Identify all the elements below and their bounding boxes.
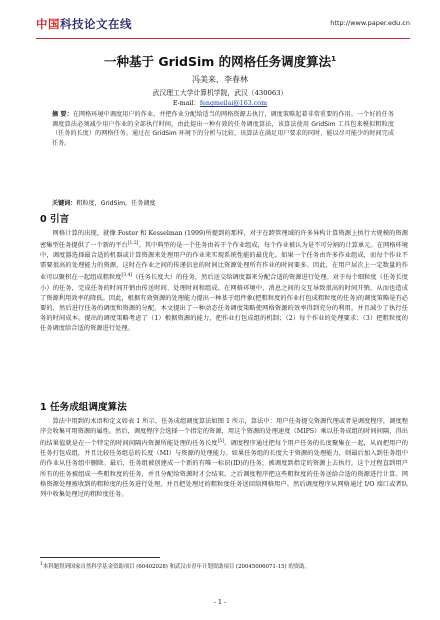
footnote (40, 561, 408, 571)
keywords-text: 粗粒度，GridSim，任务调度 (76, 200, 156, 207)
logo-prefix: 中国 (36, 17, 60, 31)
footnote-text: 本科题得到国家自然科学基金资助项目 (60402028) 和武汉市青年计划资助项目 (20045006071-15) 的资助。 (42, 563, 310, 570)
citation-5[interactable]: [5] (217, 439, 225, 445)
footnote-mark: 1 (40, 562, 43, 567)
intro-text-part1: 网格计算的出现，就像 Foster 和 Kesselman (1999)所提到的那样，对于在跨管理域的许多异构计算资源上执行大规模的资源密集型任务提供了一个新的平台 (40, 230, 408, 250)
keywords (52, 198, 394, 207)
algo-text-part2: 。调度程序通过把每个用户任务的长度聚集在一起，从而把用户的任务打包成组，并且比较任务组总的长度（MI）与资源的处理能力。如果任务组的长度大于资源的处理能力，则最后加入到任务组中的作业从任务组中删除。最后，任务组被创建成一个新的有唯一标识(ID)的任务，被调度到指定的资源上去执行。这个过程直到用户所有的任务被组成一些粗粒度的任务，并且分配给资源时才会结束。之后调度程序把这些粗粒度的任务送给合适的资源进行计算。网格资源处理被收到的粗粒度的任务进行处理，并且把处理过的粗粒度任务送回给网格用户。然后调度程序从网格通过 I/O 端口或者队列中收集处理过的粗粒度任务。 (40, 440, 408, 498)
introduction-paragraph (40, 229, 408, 334)
footnote-divider (40, 557, 160, 558)
citation-3-4[interactable]: [3,4] (121, 273, 133, 279)
site-url[interactable]: http://www.paper.edu.cn (330, 19, 410, 27)
algo-text-part1: 算法中用到的术语和定义如表 1 所示，任务成组调度算法如图 1 所示，算法中：用户任务提交资源代理或者是调度程序，调度程序会收集可用资源的属性。然后，调度程序会选择一个指定的资源，用这个资源的处理速度（MIPS）乘以任务成组的时间间隔，得出的结果值就是在一个特定的时间间隔内资源所能处理的任务长度 (40, 418, 408, 448)
affiliation: 武汉理工大学计算机学院，武汉（430063） (152, 89, 288, 97)
keywords-label: 关键词： (52, 200, 77, 207)
intro-text-part2: 。其中典型的是一个任务由若干个作业组成，每个作业被认为是不可分割的计算单元。在网格环境中，调度器选择最合适的机器或计算资源来处理用户的作业来实现系统性能的最优化。如果一个任务由许多作业组成，而每个作业不需要很高的处理能力的资源，这时在作业之间的传递信息的时间比资源处理所有作业的时间要多。因此，在用户层次上一定数量的作业可以聚积在一起组成粗粒度 (40, 242, 408, 282)
site-logo (36, 16, 132, 32)
intro-text-part3: （任务长度大）的任务，然后送交给调度器来分配合适的资源进行处理。对于每个细粒度（任务长度小）的任务，完成任务的时间开销由传送时间、处理时间和组成。在网格环境中，消息之间的交互导致很高的时间开销，从而也造成了资源利用效率的降低。因此，根据有效资源的处理能力提出一种基于组件象(把粗粒度的作业打包成粗粒度的任务)的调度策略是有必要的，然后进行任务的调度和资源的分配。本文提出了一种动态任务调度策略使网格资源的效率得到充分的利用，并且减少了执行任务的时间成本。提出的调度策略考虑了（1）根据资源的能力，把作业打包成组的机制；（2）每个作业的处理要求；（3）把粗粒度的任务调度给合适的资源进行处理。 (40, 274, 409, 332)
email-label: E-mail： (172, 100, 200, 107)
header-divider (36, 38, 410, 39)
citation-1-2[interactable]: [1,2] (127, 241, 139, 247)
authors: 冯美来，李春林 (192, 75, 248, 84)
abstract (52, 110, 394, 148)
email-line (0, 98, 440, 107)
logo-main: 科技论文在线 (60, 17, 132, 31)
abstract-text: 在网格环境中调度用户的作业，并把作业分配给适当的网格资源去执行，调度策略起着非常重要的作用。一个好的任务调度算法必须减少用户作业的全部执行时间，由此提出一种有效的任务调度算法，该算法使用 GridSim 工具包来模拟粗粒度（任务的长度）的网格任务。通过在 GridSim 环境下的分析与比较，该算法在满足用户要求的同时，能以尽可能少的时间完成任务。 (52, 111, 394, 147)
email-link[interactable]: fengmeilai@163.com (199, 100, 268, 107)
paper-title (0, 52, 440, 70)
abstract-label: 摘 要： (52, 111, 73, 118)
title-footnote-mark: 1 (331, 54, 337, 63)
page-number: - 1 - (213, 598, 227, 606)
title-text: 一种基于 GridSim 的网格任务调度算法 (103, 54, 332, 69)
section-heading-task-grouping: 1 任务成组调度算法 (40, 402, 127, 413)
page-header (36, 14, 410, 36)
algorithm-paragraph (40, 417, 408, 500)
section-heading-introduction: 0 引言 (40, 214, 70, 225)
